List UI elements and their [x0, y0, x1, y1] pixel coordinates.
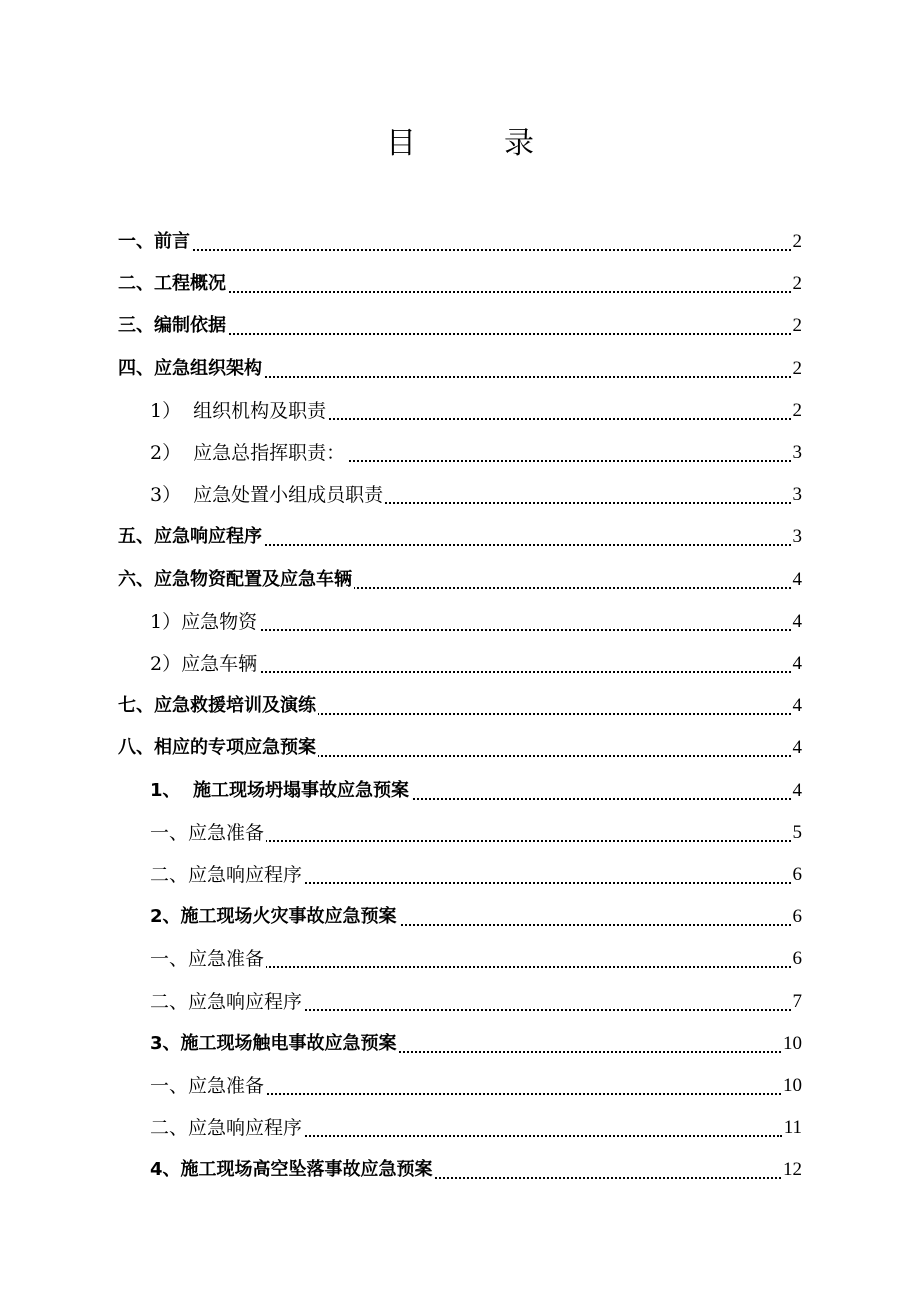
toc-entry[interactable]	[0, 771, 920, 811]
toc-entry-label: 一、应急准备	[150, 939, 266, 979]
toc-entry-label: 4、施工现场高空坠落事故应急预案	[150, 1150, 435, 1190]
toc-entry-label: 1） 组织机构及职责	[150, 391, 328, 431]
toc-entry[interactable]	[0, 602, 920, 642]
toc-entry-page: 7	[792, 990, 802, 1012]
toc-entry-page: 4	[792, 779, 802, 801]
toc-entry[interactable]	[0, 1108, 920, 1148]
toc-entry-page: 4	[792, 737, 802, 759]
toc-entry-page: 2	[792, 399, 802, 421]
toc-entry-page: 4	[792, 695, 802, 717]
toc-entry-label: 一、应急准备	[150, 1066, 266, 1106]
page-title	[0, 118, 920, 162]
toc-dot-leader	[118, 249, 791, 251]
toc-entry-label: 二、应急响应程序	[150, 855, 304, 895]
toc-entry-page: 5	[792, 821, 802, 843]
toc-entry[interactable]	[0, 728, 920, 768]
toc-entry-page: 3	[792, 442, 802, 463]
toc-entry-label: 七、应急救援培训及演练	[118, 686, 318, 726]
toc-entry-label: 五、应急响应程序	[118, 517, 264, 557]
toc-entry-label: 2） 应急总指挥职责：	[150, 433, 347, 473]
toc-entry[interactable]	[0, 1150, 920, 1190]
toc-entry-page: 6	[792, 948, 802, 970]
toc-entry-page: 4	[792, 653, 802, 674]
toc-entry-label: 1）应急物资	[150, 602, 259, 642]
toc-entry-label: 2、施工现场火灾事故应急预案	[150, 897, 399, 937]
toc-entry-label: 三、编制依据	[118, 306, 228, 346]
title-char-2: 录	[504, 126, 622, 161]
toc-entry[interactable]	[0, 349, 920, 389]
toc-entry-page: 3	[792, 484, 802, 506]
toc-entry[interactable]	[0, 264, 920, 304]
toc-entry[interactable]	[0, 855, 920, 895]
toc-entry[interactable]	[0, 813, 920, 853]
toc-entry-label: 3、施工现场触电事故应急预案	[150, 1024, 399, 1064]
toc-entry-page: 6	[792, 906, 802, 928]
toc-entry[interactable]	[0, 1024, 920, 1064]
toc-entry-label: 1、 施工现场坍塌事故应急预案	[150, 771, 411, 811]
toc-entry-page: 2	[792, 315, 802, 337]
title-char-1: 目	[386, 126, 504, 161]
toc-entry[interactable]	[0, 222, 920, 262]
toc-entry-page: 10	[783, 1075, 802, 1096]
toc-entry-label: 2）应急车辆	[150, 644, 259, 684]
toc-entry[interactable]	[0, 1066, 920, 1106]
toc-entry-label: 二、应急响应程序	[150, 982, 304, 1022]
toc-entry[interactable]	[0, 560, 920, 600]
toc-entry-page: 3	[792, 526, 802, 548]
toc-entry-page: 6	[792, 864, 802, 885]
toc-entry-page: 4	[792, 568, 802, 590]
toc-entry-label: 3） 应急处置小组成员职责	[150, 475, 385, 515]
toc-entry[interactable]	[0, 644, 920, 684]
toc-entry[interactable]	[0, 475, 920, 515]
toc-entry[interactable]	[0, 433, 920, 473]
toc-entry[interactable]	[0, 939, 920, 979]
toc-entry-page: 2	[792, 273, 802, 295]
toc-entry[interactable]	[0, 897, 920, 937]
toc-entry-page: 11	[783, 1117, 802, 1139]
toc-entry-page: 2	[792, 357, 802, 379]
toc-entry-page: 4	[792, 610, 802, 632]
toc-entry-label: 二、工程概况	[118, 264, 228, 304]
toc-entry[interactable]	[0, 306, 920, 346]
toc-entry-page: 12	[783, 1159, 802, 1181]
toc-entry-label: 八、相应的专项应急预案	[118, 728, 318, 768]
toc-entry[interactable]	[0, 982, 920, 1022]
toc-entry[interactable]	[0, 517, 920, 557]
toc-entry-label: 二、应急响应程序	[150, 1108, 304, 1148]
toc-entry-page: 2	[792, 231, 802, 252]
toc-entry-label: 一、应急准备	[150, 813, 266, 853]
toc-entry-page: 10	[783, 1032, 802, 1054]
toc-entry[interactable]	[0, 391, 920, 431]
toc-entry-label: 四、应急组织架构	[118, 349, 264, 389]
toc-entry-label: 六、应急物资配置及应急车辆	[118, 560, 354, 600]
toc-entry[interactable]	[0, 686, 920, 726]
toc-entry-label: 一、前言	[118, 222, 192, 262]
